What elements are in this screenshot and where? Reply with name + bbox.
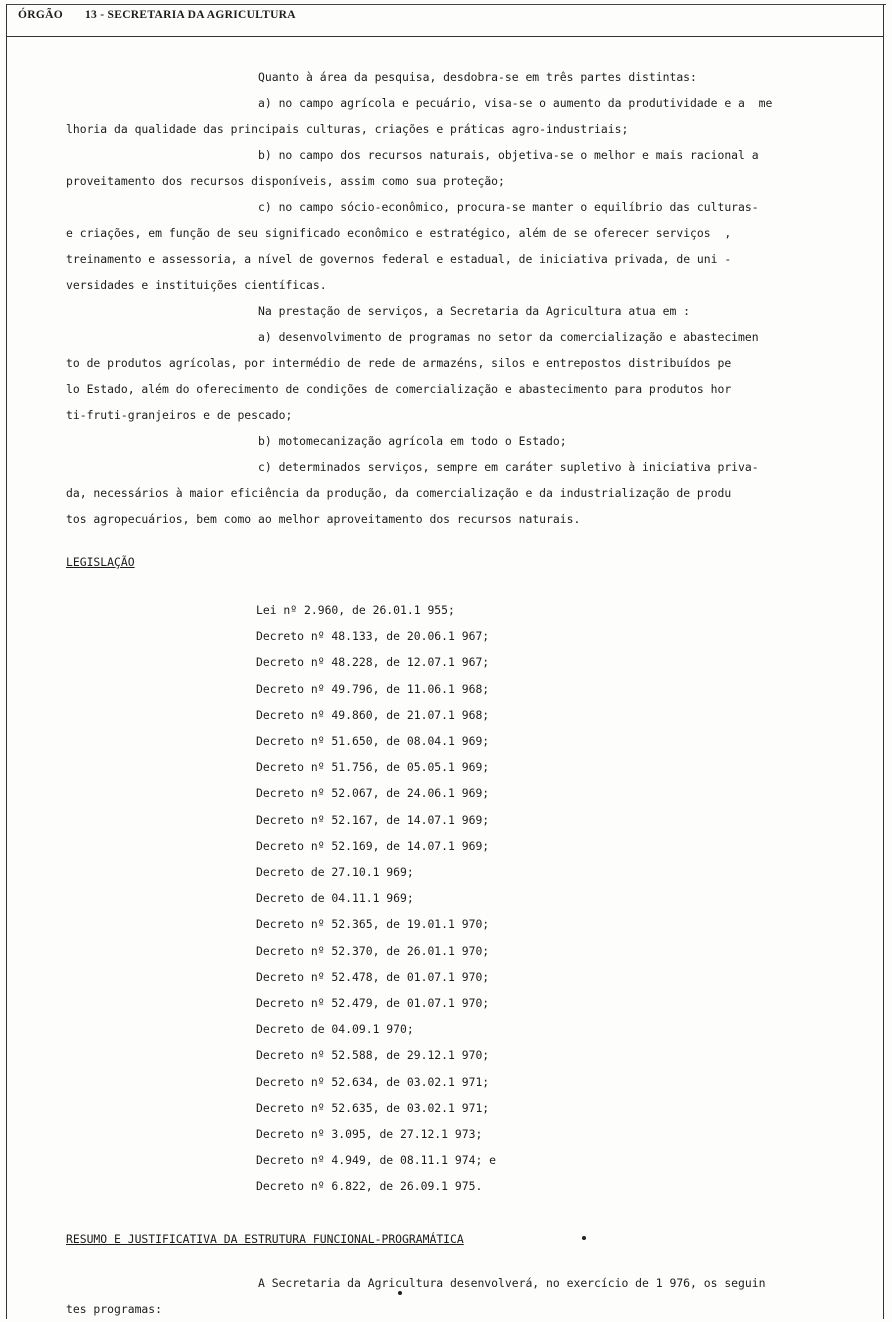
paragraph-line: c) determinados serviços, sempre em caráter supletivo à iniciativa priva- [258, 460, 759, 474]
legislation-item: Decreto nº 51.650, de 08.04.1 969; [256, 734, 490, 749]
legislation-item: Lei nº 2.960, de 26.01.1 955; [256, 603, 455, 617]
left-border [6, 4, 7, 1319]
legislation-item: Decreto nº 48.133, de 20.06.1 967; [256, 629, 490, 644]
paragraph-line: b) motomecanização agrícola em todo o Estado; [258, 434, 567, 448]
paragraph-line: e criações, em função de seu significado econômico e estratégico, além de se oferecer serviços , [66, 226, 732, 240]
paragraph-line: proveitamento dos recursos disponíveis, assim como sua proteção; [66, 174, 505, 188]
legislation-item: Decreto nº 52.067, de 24.06.1 969; [256, 786, 490, 801]
paragraph-line: da, necessários à maior eficiência da produção, da comercialização e da industrialização de produ [66, 486, 732, 500]
closing-line: A Secretaria da Agricultura desenvolverá, no exercício de 1 976, os seguin [258, 1276, 766, 1290]
paragraph-line: a) no campo agrícola e pecuário, visa-se o aumento da produtividade e a me [258, 96, 773, 110]
intro-paragraphs [66, 64, 836, 532]
legislation-item: Decreto nº 52.635, de 03.02.1 971; [256, 1100, 490, 1115]
orgao-title: 13 - SECRETARIA DA AGRICULTURA [84, 9, 296, 21]
page-header [18, 9, 296, 21]
closing-line: tes programas: [66, 1302, 163, 1316]
paragraph-line: Quanto à área da pesquisa, desdobra-se em três partes distintas: [258, 70, 697, 84]
legislation-item: Decreto nº 49.860, de 21.07.1 968; [256, 707, 490, 722]
paragraph-line: a) desenvolvimento de programas no setor da comercialização e abastecimen [258, 330, 759, 344]
paragraph-line: ti-fruti-granjeiros e de pescado; [66, 408, 293, 422]
legislacao-heading: LEGISLAÇÃO [66, 555, 135, 569]
ink-dot [582, 1236, 586, 1240]
paragraph-line: Na prestação de serviços, a Secretaria da Agricultura atua em : [258, 304, 691, 318]
paragraph-line: b) no campo dos recursos naturais, objetiva-se o melhor e mais racional a [258, 148, 759, 162]
paragraph-line: treinamento e assessoria, a nível de governos federal e estadual, de iniciativa privada, de uni - [66, 252, 732, 266]
orgao-label: ÓRGÃO [18, 9, 63, 21]
resumo-heading: RESUMO E JUSTIFICATIVA DA ESTRUTURA FUNCIONAL-PROGRAMÁTICA [66, 1232, 464, 1246]
legislation-item: Decreto nº 52.478, de 01.07.1 970; [256, 969, 490, 984]
legislation-item: Decreto nº 49.796, de 11.06.1 968; [256, 681, 490, 696]
paragraph-line: c) no campo sócio-econômico, procura-se manter o equilíbrio das culturas- [258, 200, 759, 214]
legislation-item: Decreto nº 52.634, de 03.02.1 971; [256, 1074, 490, 1089]
legislation-item: Decreto de 04.09.1 970; [256, 1022, 414, 1037]
legislation-item: Decreto nº 52.370, de 26.01.1 970; [256, 943, 490, 958]
legislation-item: Decreto nº 52.365, de 19.01.1 970; [256, 917, 490, 932]
paragraph-line: lhoria da qualidade das principais culturas, criações e práticas agro-industriais; [66, 122, 629, 136]
paragraph-line: versidades e instituições científicas. [66, 278, 327, 292]
legislation-list [256, 597, 496, 1200]
legislation-item: Decreto de 04.11.1 969; [256, 891, 414, 906]
top-border [6, 4, 886, 5]
legislation-item: Decreto nº 48.228, de 12.07.1 967; [256, 655, 490, 670]
ink-dot [398, 1291, 402, 1295]
legislation-item: Decreto de 27.10.1 969; [256, 865, 414, 880]
paragraph-line: lo Estado, além do oferecimento de condições de comercialização e abastecimento para produtos hor [66, 382, 732, 396]
closing-paragraph [66, 1270, 765, 1322]
legislation-item: Decreto nº 52.169, de 14.07.1 969; [256, 838, 490, 853]
legislation-item: Decreto nº 6.822, de 26.09.1 975. [256, 1179, 483, 1194]
right-border [883, 4, 884, 1319]
legislation-item: Decreto nº 52.167, de 14.07.1 969; [256, 812, 490, 827]
paragraph-line: to de produtos agrícolas, por intermédio de rede de armazéns, silos e entrepostos distribuídos pe [66, 356, 732, 370]
legislation-item: Decreto nº 52.479, de 01.07.1 970; [256, 996, 490, 1011]
paragraph-line: tos agropecuários, bem como ao melhor aproveitamento dos recursos naturais. [66, 512, 581, 526]
legislation-item: Decreto nº 4.949, de 08.11.1 974; e [256, 1153, 497, 1168]
legislation-item: Decreto nº 52.588, de 29.12.1 970; [256, 1048, 490, 1063]
header-divider [6, 36, 884, 37]
legislation-item: Decreto nº 3.095, de 27.12.1 973; [256, 1127, 483, 1142]
legislation-item: Decreto nº 51.756, de 05.05.1 969; [256, 760, 490, 775]
